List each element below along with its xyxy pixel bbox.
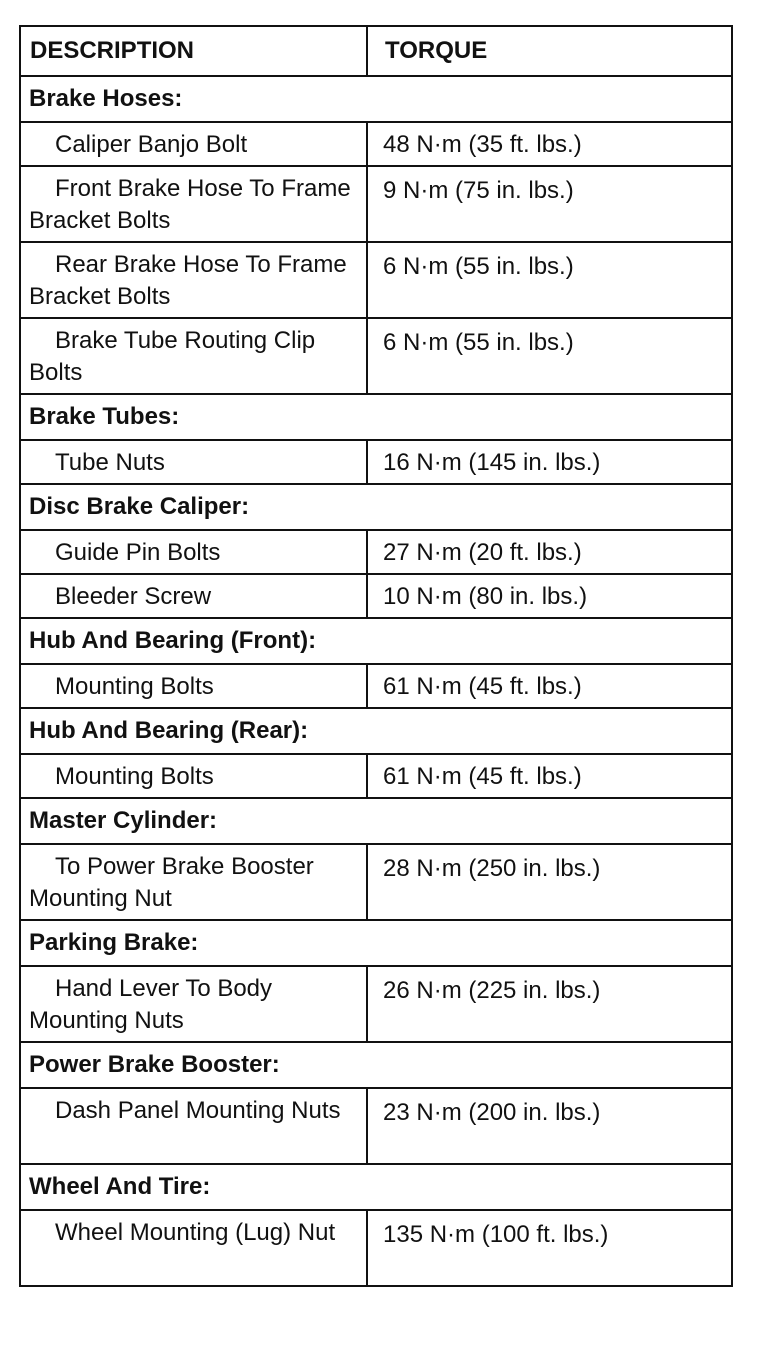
- group-row-disc-brake-caliper: [20, 484, 732, 530]
- group-row-wheel-and-tire: [20, 1164, 732, 1210]
- table-row: [20, 122, 732, 166]
- item-description: Rear Brake Hose To Frame Bracket Bolts: [20, 242, 367, 318]
- table-row: [20, 166, 732, 242]
- item-torque: 27 N·m (20 ft. lbs.): [367, 530, 732, 574]
- item-description: Front Brake Hose To Frame Bracket Bolts: [20, 166, 367, 242]
- group-heading: Hub And Bearing (Front):: [20, 618, 732, 664]
- table-row: [20, 664, 732, 708]
- item-torque: 26 N·m (225 in. lbs.): [367, 966, 732, 1042]
- item-torque: 6 N·m (55 in. lbs.): [367, 242, 732, 318]
- group-heading: Hub And Bearing (Rear):: [20, 708, 732, 754]
- item-description: Tube Nuts: [20, 440, 367, 484]
- item-torque: 10 N·m (80 in. lbs.): [367, 574, 732, 618]
- group-row-power-brake-booster: [20, 1042, 732, 1088]
- group-heading: Brake Hoses:: [20, 76, 732, 122]
- table-row: [20, 754, 732, 798]
- item-description: Dash Panel Mounting Nuts: [20, 1088, 367, 1164]
- table-row: [20, 966, 732, 1042]
- group-heading: Power Brake Booster:: [20, 1042, 732, 1088]
- table-row: [20, 440, 732, 484]
- group-heading: Wheel And Tire:: [20, 1164, 732, 1210]
- item-description: Brake Tube Routing Clip Bolts: [20, 318, 367, 394]
- group-row-master-cylinder: [20, 798, 732, 844]
- group-heading: Parking Brake:: [20, 920, 732, 966]
- item-torque: 16 N·m (145 in. lbs.): [367, 440, 732, 484]
- group-row-hub-bearing-rear: [20, 708, 732, 754]
- torque-column-header: TORQUE: [367, 26, 732, 76]
- table-row: [20, 242, 732, 318]
- item-torque: 48 N·m (35 ft. lbs.): [367, 122, 732, 166]
- item-torque: 28 N·m (250 in. lbs.): [367, 844, 732, 920]
- table-row: [20, 1210, 732, 1286]
- item-description: Caliper Banjo Bolt: [20, 122, 367, 166]
- table-row: [20, 1088, 732, 1164]
- item-torque: 9 N·m (75 in. lbs.): [367, 166, 732, 242]
- table-row: [20, 318, 732, 394]
- item-description: Wheel Mounting (Lug) Nut: [20, 1210, 367, 1286]
- group-heading: Brake Tubes:: [20, 394, 732, 440]
- item-torque: 23 N·m (200 in. lbs.): [367, 1088, 732, 1164]
- group-row-brake-hoses: [20, 76, 732, 122]
- group-row-parking-brake: [20, 920, 732, 966]
- group-heading: Disc Brake Caliper:: [20, 484, 732, 530]
- item-description: Bleeder Screw: [20, 574, 367, 618]
- item-torque: 61 N·m (45 ft. lbs.): [367, 754, 732, 798]
- item-description: To Power Brake Booster Mounting Nut: [20, 844, 367, 920]
- group-row-brake-tubes: [20, 394, 732, 440]
- group-row-hub-bearing-front: [20, 618, 732, 664]
- table-row: [20, 530, 732, 574]
- torque-spec-table: [19, 25, 733, 1287]
- item-description: Hand Lever To Body Mounting Nuts: [20, 966, 367, 1042]
- item-torque: 6 N·m (55 in. lbs.): [367, 318, 732, 394]
- description-column-header: DESCRIPTION: [20, 26, 367, 76]
- item-description: Guide Pin Bolts: [20, 530, 367, 574]
- item-torque: 61 N·m (45 ft. lbs.): [367, 664, 732, 708]
- group-heading: Master Cylinder:: [20, 798, 732, 844]
- table-row: [20, 574, 732, 618]
- item-description: Mounting Bolts: [20, 664, 367, 708]
- item-description: Mounting Bolts: [20, 754, 367, 798]
- item-torque: 135 N·m (100 ft. lbs.): [367, 1210, 732, 1286]
- table-header-row: [20, 26, 732, 76]
- table-row: [20, 844, 732, 920]
